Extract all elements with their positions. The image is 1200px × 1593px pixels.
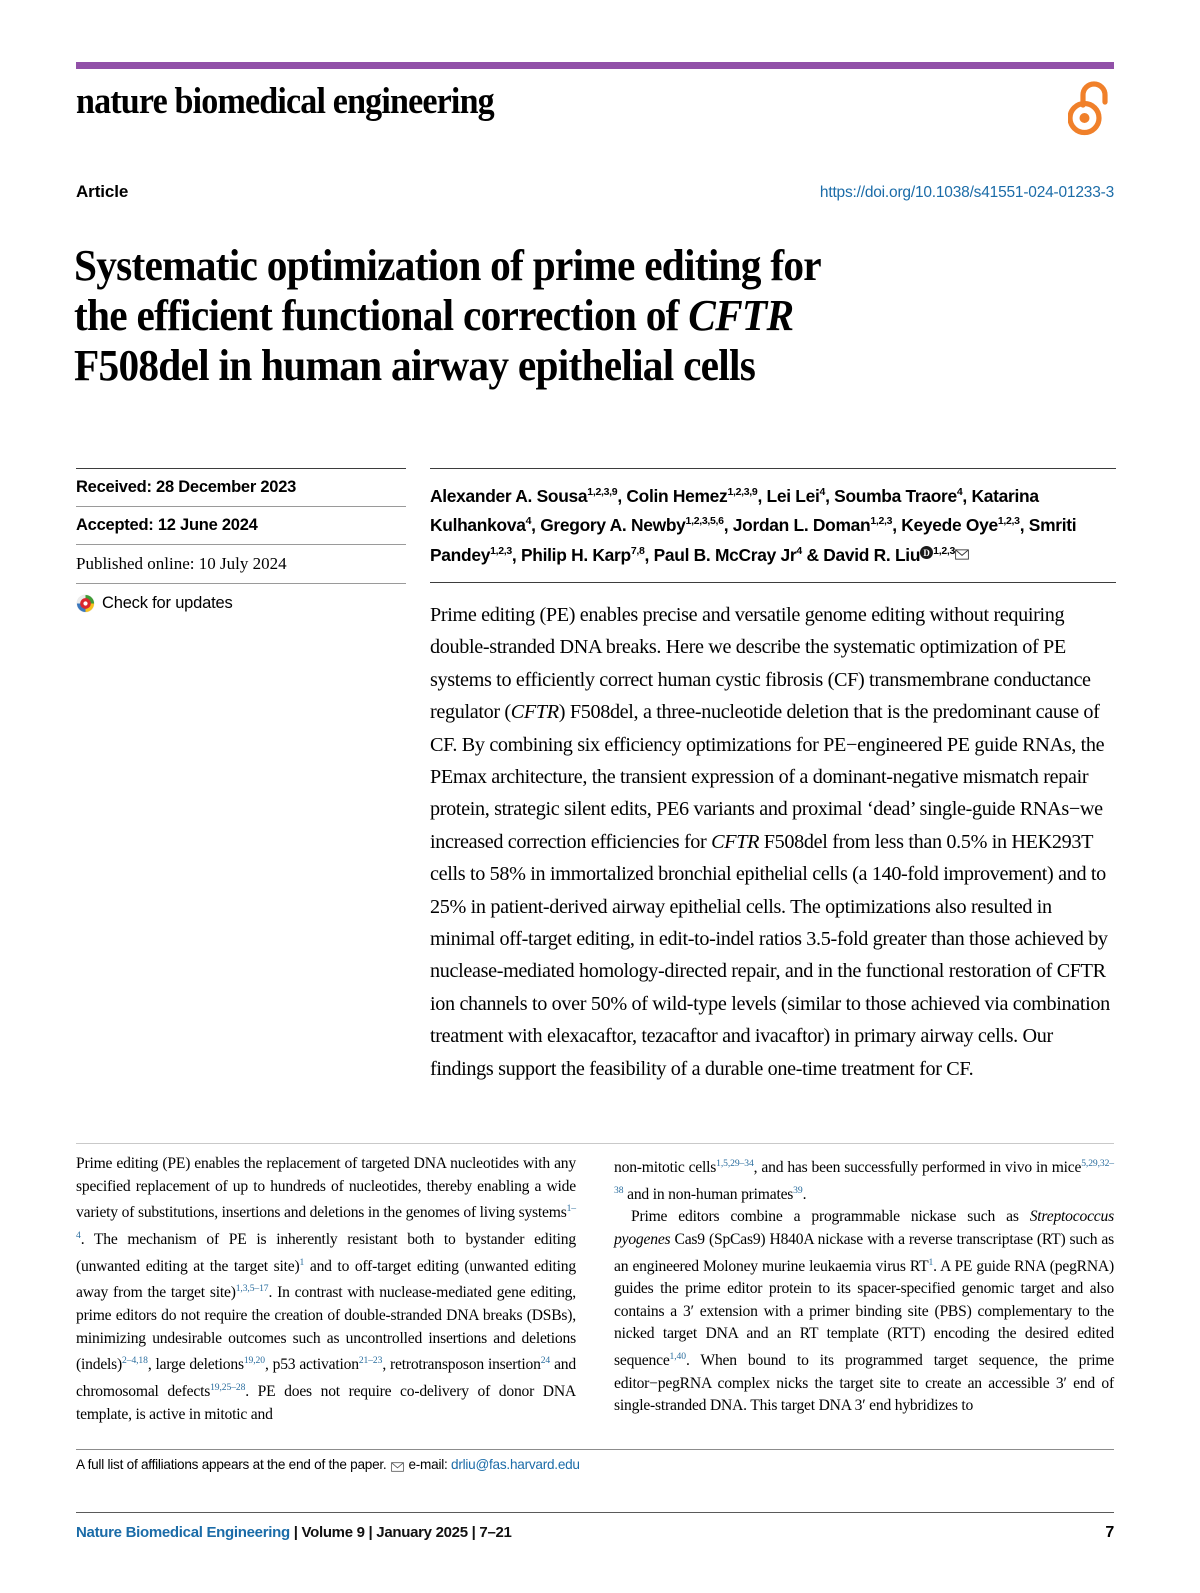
body-paragraph (614, 1153, 1114, 1206)
divider (76, 1143, 1114, 1144)
body-text: . When bound to its programmed target sequence, the prime editor−pegRNA complex nicks the target site to create an accessible 3′ end of single-stranded DNA. This target DNA 3′ end hybridizes to (614, 1352, 1114, 1415)
citation-ref[interactable]: 1,5,29–34 (716, 1158, 754, 1169)
author-name[interactable]: Lei Lei (766, 485, 820, 506)
author-name[interactable]: Soumba Traore (834, 485, 957, 506)
author-name[interactable]: Katarina Kulhankova (430, 485, 1039, 536)
body-text: Cas9 (SpCas9) H840A nickase with a reverse transcriptase (RT) such as an engineered Moloney murine leukaemia virus RT (614, 1231, 1114, 1275)
author-list: Alexander A. Sousa$^{1,2,3,9}$, Colin Hemez$^{1,2,3,9}$, Lei Lei$^4$, Soumba Traore$^4$, Katarina Kulhankova$^4$, Gregory A. Newby$^{1,2,3,5,6}$, Jordan L. Doman$^{1,2,3}$, Keyede Oye$^{1,2,3}$, Smriti Pandey$^{1,2,3}$, Philip H. Karp$^{7,8}$, Paul B. McCray Jr$^4$ & David R. Liu D $^{1,2,3}$ (430, 485, 1077, 565)
author-affil-sup: 4 (525, 515, 532, 528)
orcid-icon[interactable] (920, 541, 933, 559)
title-line-3: F508del in human airway epithelial cells (74, 341, 756, 391)
citation-ref[interactable]: 24 (540, 1355, 551, 1367)
body-text: . The mechanism of PE is inherently resistant both to bystander editing (unwanted editing at the target site) (76, 1231, 576, 1275)
author-affil-sup: 4 (956, 486, 963, 498)
article-history-panel (76, 468, 406, 613)
author-affil-sup: 1,2,3 (870, 515, 893, 528)
title-line-2-text: the efficient functional correction of (74, 291, 689, 341)
author-affil-sup: 7,8 (630, 544, 645, 557)
page-number: 7 (1105, 1524, 1114, 1541)
citation-ref[interactable]: 1,40 (669, 1350, 686, 1362)
open-access-lock-icon (1068, 80, 1116, 138)
body-text: , retrotransposon insertion (382, 1356, 541, 1374)
author-name[interactable]: Alexander A. Sousa (430, 485, 588, 506)
body-text: . (802, 1185, 807, 1203)
body-text: . In contrast with nuclease-mediated gene editing, prime editors do not require the creation of double-stranded DNA breaks (DSBs), minimizing undesirable outcomes such as uncontrolled insertions and deletions (indels) (76, 1284, 576, 1374)
body-column-left (76, 1153, 576, 1426)
citation-ref[interactable]: 5,29,32–38 (614, 1158, 1114, 1196)
author-name[interactable]: Colin Hemez (626, 485, 728, 506)
authors-and-abstract (430, 468, 1116, 1085)
check-for-updates-label: Check for updates (102, 594, 233, 612)
body-text: and chromosomal defects (76, 1356, 576, 1401)
author-affil-sup: 1,2,3 (933, 544, 956, 557)
author-affil-sup: 1,2,3,9 (587, 486, 618, 498)
page-footer (76, 1524, 1114, 1542)
title-gene-name: CFTR (688, 291, 794, 341)
envelope-icon (391, 1460, 404, 1470)
abstract-part-2: ) F508del, a three-nucleotide deletion that is the predominant cause of CF. By combining six efficiency optimizations for PE−engineered PE guide RNAs, the PEmax architecture, the transient expression of a dominant-negative mismatch repair protein, strategic silent edits, PE6 variants and proximal ‘dead’ single-guide RNAs−we increased correction efficiencies for (430, 701, 1105, 853)
author-name[interactable]: Smriti Pandey (430, 515, 1077, 565)
masthead-rule (76, 62, 1114, 69)
abstract-text (430, 583, 1116, 1085)
author-name[interactable]: Philip H. Karp (521, 544, 631, 565)
abstract-part-3: F508del from less than 0.5% in HEK293T cells to 58% in immortalized bronchial epithelial cells (a 140-fold improvement) and to 25% in patient-derived airway epithelial cells. The optimizations also resulted in minimal off-target editing, in edit-to-indel ratios 3.5-fold greater than those achieved by nuclease-mediated homology-directed repair, and in the functional restoration of CFTR ion channels to over 50% of wild-type levels (similar to those achieved via combination treatment with elexacaftor, tezacaftor and ivacaftor) in primary airway cells. Our findings support the feasibility of a durable one-time treatment for CF. (430, 830, 1110, 1080)
body-text: and in non-human primates (623, 1185, 794, 1203)
author-name[interactable]: Keyede Oye (901, 515, 998, 536)
affiliations-footnote (76, 1457, 1114, 1472)
author-name[interactable]: Gregory A. Newby (540, 515, 686, 536)
affiliations-note-text: A full list of affiliations appears at the end of the paper. (76, 1457, 387, 1472)
body-text: , p53 activation (264, 1356, 359, 1374)
body-text: Prime editing (PE) enables the replacement of targeted DNA nucleotides with any specified replacement of up to hundreds of nucleotides, thereby enabling a wide variety of substitutions, insertions and deletions in the genomes of living systems (76, 1155, 576, 1222)
published-date: Published online: 10 July 2024 (76, 554, 287, 573)
received-date: Received: 28 December 2023 (76, 478, 297, 496)
title-line-1: Systematic optimization of prime editing for (74, 241, 821, 291)
journal-masthead-title: nature biomedical engineering (76, 81, 494, 122)
abstract-gene-1: CFTR (510, 701, 559, 724)
divider (76, 1512, 1114, 1513)
check-for-updates-button[interactable] (76, 584, 406, 613)
page-title (74, 241, 1057, 391)
article-body (76, 1153, 1114, 1426)
body-paragraph (76, 1153, 576, 1426)
body-text: . PE does not require co-delivery of donor DNA template, is active in mitotic and (76, 1383, 576, 1423)
abstract-gene-2: CFTR (711, 830, 760, 853)
abstract-part-1: Prime editing (PE) enables precise and versatile genome editing without requiring double-stranded DNA breaks. Here we describe the systematic optimization of PE systems to efficiently correct human cystic fibrosis (CF) transmembrane conductance regulator ( (430, 603, 1091, 724)
doi-link[interactable]: https://doi.org/10.1038/s41551-024-01233-3 (819, 184, 1114, 201)
citation-ref[interactable]: 2–4,18 (122, 1355, 148, 1367)
citation-ref[interactable]: 21–23 (358, 1355, 383, 1367)
author-name[interactable]: Jordan L. Doman (732, 515, 871, 536)
citation-ref[interactable]: 1–4 (76, 1203, 576, 1241)
footer-volume-info: | Volume 9 | January 2025 | 7–21 (289, 1524, 512, 1541)
corresponding-email-link[interactable]: drliu@fas.harvard.edu (451, 1457, 580, 1472)
citation-ref[interactable]: 1,3,5–17 (235, 1283, 269, 1295)
svg-text:D: D (923, 548, 930, 559)
body-column-right (614, 1153, 1114, 1426)
footer-citation (76, 1524, 512, 1541)
divider (76, 1449, 1114, 1450)
citation-ref[interactable]: 1 (928, 1256, 934, 1268)
footer-journal-name: Nature Biomedical Engineering (76, 1524, 290, 1541)
body-text: , large deletions (147, 1356, 244, 1374)
species-name: Streptococcus pyogenes (614, 1208, 1114, 1249)
author-affil-sup: 1,2,3,5,6 (685, 515, 724, 528)
author-affil-sup: 1,2,3,9 (727, 486, 758, 498)
body-text: . A PE guide RNA (pegRNA) guides the prime editor protein to its spacer-specified genomic target and also contains a 3′ extension with a primer binding site (PBS) complementary to the nicked target DNA and an RT template (RTT) encoding the desired edited sequence (614, 1257, 1114, 1370)
citation-ref[interactable]: 39 (793, 1184, 803, 1196)
author-affil-sup: 1,2,3 (490, 544, 512, 557)
citation-ref[interactable]: 19,20 (243, 1355, 265, 1367)
citation-ref[interactable]: 19,25–28 (210, 1381, 246, 1393)
author-name[interactable]: Paul B. McCray Jr (653, 544, 797, 565)
email-label: e-mail: (408, 1457, 448, 1472)
crossmark-icon (76, 594, 95, 613)
body-text: , and has been successfully performed in vivo in mice (753, 1159, 1082, 1177)
author-affil-sup: 1,2,3 (997, 515, 1020, 528)
article-type-label: Article (76, 182, 129, 201)
body-text: and to off-target editing (unwanted editing away from the target site) (76, 1257, 576, 1302)
author-affil-sup: 4 (796, 544, 802, 557)
body-text: non-mitotic cells (614, 1159, 717, 1177)
author-affil-sup: 4 (819, 486, 826, 498)
accepted-date: Accepted: 12 June 2024 (76, 516, 258, 534)
author-name[interactable]: David R. Liu (823, 544, 921, 565)
citation-ref[interactable]: 1 (299, 1256, 305, 1268)
body-paragraph (614, 1206, 1114, 1417)
body-text: Prime editors combine a programmable nickase such as (631, 1208, 1030, 1226)
corresponding-author-envelope-icon[interactable] (955, 542, 969, 553)
